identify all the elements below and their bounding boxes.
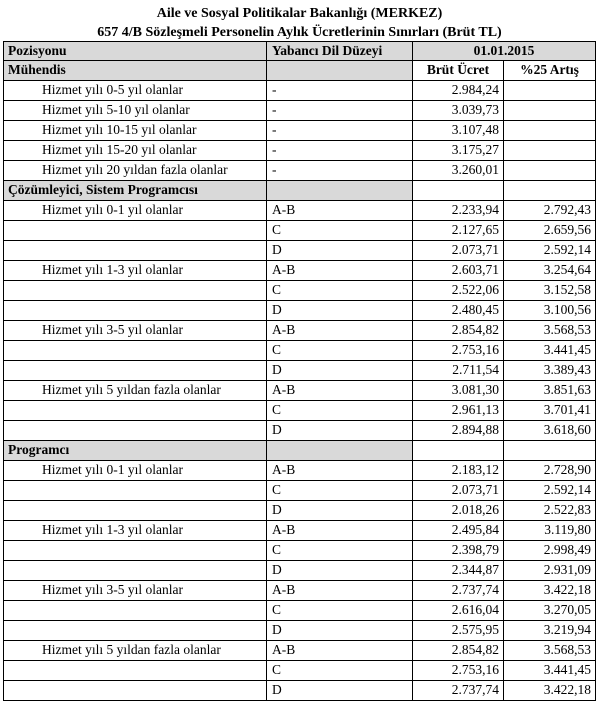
language-level-cell: D [267,621,413,640]
language-level-cell: A-B [267,201,413,220]
service-years-label: Hizmet yılı 0-1 yıl olanlar [3,201,267,220]
service-years-label: Hizmet yılı 0-5 yıl olanlar [3,81,267,100]
gross-salary-cell: 2.854,82 [413,641,504,660]
empty-cell [504,121,596,140]
increase-cell: 2.592,14 [504,241,596,260]
gross-salary-cell: 2.984,24 [413,81,504,100]
service-years-label: Hizmet yılı 1-3 yıl olanlar [3,261,267,280]
language-level-cell: A-B [267,521,413,540]
table-row [3,401,596,421]
increase-cell: 2.592,14 [504,481,596,500]
empty-cell [3,561,267,580]
table-row [3,81,596,101]
empty-cell [3,601,267,620]
increase-cell: 3.441,45 [504,341,596,360]
ministry-title: Aile ve Sosyal Politikalar Bakanlığı (MERKEZ) [156,6,443,21]
gross-salary-cell: 2.495,84 [413,521,504,540]
increase-cell: 2.792,43 [504,201,596,220]
gross-salary-cell: 2.183,12 [413,461,504,480]
gross-salary-cell: 2.073,71 [413,481,504,500]
language-level-cell: C [267,601,413,620]
table-row [3,121,596,141]
increase-cell: 3.119,80 [504,521,596,540]
table-row [3,561,596,581]
increase-cell: 3.152,58 [504,281,596,300]
gross-salary-cell: 2.753,16 [413,661,504,680]
empty-cell [504,161,596,180]
service-years-label: Hizmet yılı 10-15 yıl olanlar [3,121,267,140]
table-row [3,321,596,341]
document-title [3,0,596,41]
header-row [3,41,596,61]
language-level-cell: D [267,241,413,260]
section-row [3,181,596,201]
empty-cell [413,181,504,200]
table-row [3,581,596,601]
increase-cell: 2.728,90 [504,461,596,480]
gross-salary-cell: 2.073,71 [413,241,504,260]
table-row [3,221,596,241]
table-row [3,381,596,401]
gross-salary-cell: 2.127,65 [413,221,504,240]
service-years-label: Hizmet yılı 20 yıldan fazla olanlar [3,161,267,180]
increase-header: %25 Artış [504,61,596,80]
language-level-cell: C [267,341,413,360]
empty-cell [3,241,267,260]
increase-cell: 3.441,45 [504,661,596,680]
gross-salary-cell: 3.107,48 [413,121,504,140]
language-level-cell: D [267,301,413,320]
table-row [3,541,596,561]
service-years-label: Hizmet yılı 3-5 yıl olanlar [3,321,267,340]
language-level-cell: A-B [267,581,413,600]
language-level-cell: C [267,401,413,420]
increase-cell: 3.422,18 [504,681,596,700]
table-row [3,601,596,621]
table-row [3,301,596,321]
increase-cell: 3.618,60 [504,421,596,440]
table-row [3,161,596,181]
language-level-cell: - [267,121,413,140]
language-level-cell: - [267,81,413,100]
language-level-cell: - [267,101,413,120]
empty-cell [267,181,413,200]
empty-cell [3,661,267,680]
empty-cell [3,481,267,500]
language-level-cell: C [267,481,413,500]
empty-cell [504,141,596,160]
language-level-header: Yabancı Dil Düzeyi [267,42,413,60]
table-row [3,501,596,521]
increase-cell: 3.254,64 [504,261,596,280]
language-level-cell: - [267,141,413,160]
language-level-cell: C [267,661,413,680]
service-years-label: Hizmet yılı 5-10 yıl olanlar [3,101,267,120]
language-level-cell: D [267,361,413,380]
gross-salary-cell: 2.480,45 [413,301,504,320]
table-row [3,341,596,361]
gross-salary-cell: 3.260,01 [413,161,504,180]
table-row [3,421,596,441]
empty-cell [3,401,267,420]
service-years-label: Hizmet yılı 3-5 yıl olanlar [3,581,267,600]
gross-salary-header: Brüt Ücret [413,61,504,80]
table-body [3,61,596,701]
empty-cell [504,81,596,100]
increase-cell: 2.659,56 [504,221,596,240]
increase-cell: 2.998,49 [504,541,596,560]
gross-salary-cell: 3.175,27 [413,141,504,160]
section-title: Programcı [3,441,267,460]
language-level-cell: A-B [267,261,413,280]
language-level-cell: A-B [267,381,413,400]
table-row [3,241,596,261]
gross-salary-cell: 2.961,13 [413,401,504,420]
language-level-cell: D [267,421,413,440]
table-row [3,481,596,501]
language-level-cell: D [267,501,413,520]
service-years-label: Hizmet yılı 15-20 yıl olanlar [3,141,267,160]
service-years-label: Hizmet yılı 5 yıldan fazla olanlar [3,381,267,400]
increase-cell: 2.931,09 [504,561,596,580]
empty-cell [504,101,596,120]
increase-cell: 3.568,53 [504,641,596,660]
language-level-cell: A-B [267,461,413,480]
empty-cell [504,441,596,460]
increase-cell: 3.270,05 [504,601,596,620]
empty-cell [3,541,267,560]
empty-cell [3,221,267,240]
gross-salary-cell: 2.737,74 [413,581,504,600]
gross-salary-cell: 2.398,79 [413,541,504,560]
section-title: Çözümleyici, Sistem Programcısı [3,181,267,200]
language-level-cell: A-B [267,321,413,340]
table-title: 657 4/B Sözleşmeli Personelin Aylık Ücretlerinin Sınırları (Brüt TL) [97,25,502,40]
empty-cell [267,61,413,80]
empty-cell [3,501,267,520]
table-row [3,521,596,541]
language-level-cell: D [267,681,413,700]
empty-cell [267,441,413,460]
section-row [3,61,596,81]
increase-cell: 3.389,43 [504,361,596,380]
gross-salary-cell: 2.575,95 [413,621,504,640]
date-header: 01.01.2015 [413,42,596,60]
table-row [3,361,596,381]
table-row [3,101,596,121]
salary-document [3,0,596,701]
empty-cell [3,361,267,380]
empty-cell [3,421,267,440]
table-row [3,681,596,701]
empty-cell [3,621,267,640]
language-level-cell: C [267,541,413,560]
gross-salary-cell: 2.522,06 [413,281,504,300]
table-row [3,461,596,481]
gross-salary-cell: 2.344,87 [413,561,504,580]
section-title: Mühendis [3,61,267,80]
increase-cell: 3.851,63 [504,381,596,400]
table-row [3,641,596,661]
gross-salary-cell: 2.737,74 [413,681,504,700]
position-header: Pozisyonu [3,42,267,60]
gross-salary-cell: 2.854,82 [413,321,504,340]
increase-cell: 3.100,56 [504,301,596,320]
increase-cell: 3.422,18 [504,581,596,600]
empty-cell [504,181,596,200]
service-years-label: Hizmet yılı 0-1 yıl olanlar [3,461,267,480]
table-row [3,661,596,681]
table-row [3,261,596,281]
empty-cell [413,441,504,460]
gross-salary-cell: 3.039,73 [413,101,504,120]
gross-salary-cell: 2.894,88 [413,421,504,440]
gross-salary-cell: 2.711,54 [413,361,504,380]
gross-salary-cell: 2.233,94 [413,201,504,220]
gross-salary-cell: 2.753,16 [413,341,504,360]
table-row [3,281,596,301]
increase-cell: 3.701,41 [504,401,596,420]
increase-cell: 3.568,53 [504,321,596,340]
section-row [3,441,596,461]
table-row [3,141,596,161]
gross-salary-cell: 3.081,30 [413,381,504,400]
gross-salary-cell: 2.616,04 [413,601,504,620]
table-row [3,201,596,221]
empty-cell [3,281,267,300]
empty-cell [3,301,267,320]
language-level-cell: C [267,221,413,240]
table-row [3,621,596,641]
language-level-cell: A-B [267,641,413,660]
increase-cell: 2.522,83 [504,501,596,520]
language-level-cell: D [267,561,413,580]
language-level-cell: - [267,161,413,180]
gross-salary-cell: 2.018,26 [413,501,504,520]
gross-salary-cell: 2.603,71 [413,261,504,280]
increase-cell: 3.219,94 [504,621,596,640]
service-years-label: Hizmet yılı 5 yıldan fazla olanlar [3,641,267,660]
language-level-cell: C [267,281,413,300]
service-years-label: Hizmet yılı 1-3 yıl olanlar [3,521,267,540]
empty-cell [3,341,267,360]
empty-cell [3,681,267,700]
